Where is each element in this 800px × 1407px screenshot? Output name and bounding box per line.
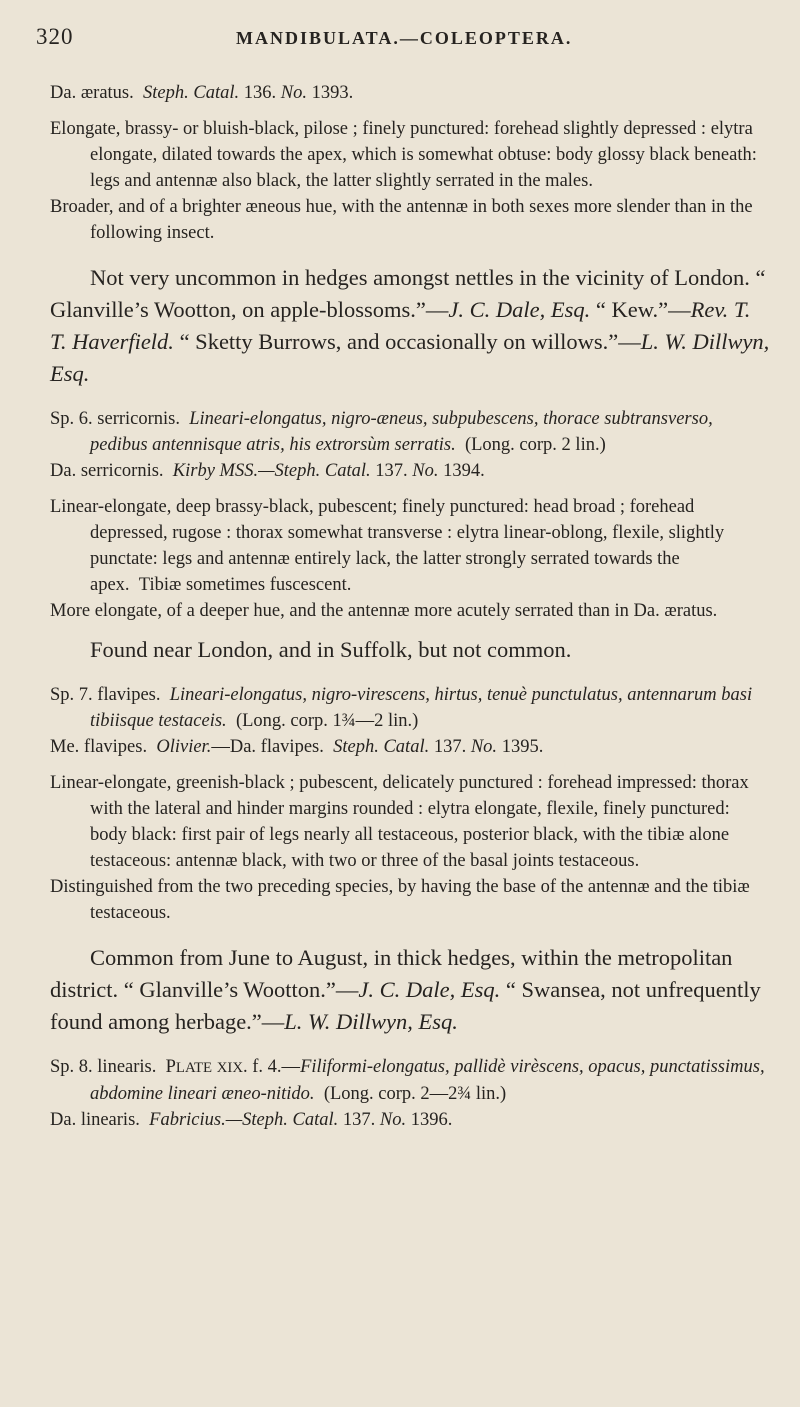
description-paragraph: Linear-elongate, deep brassy-black, pubescent; finely punctured: head broad ; forehead depressed, rugose : thorax somewhat transverse : elytra linear-oblong, flexile, slightly punctate: legs and antennæ entirely lack, the latter strongly serrated towards the apex. Tibiæ sometimes fuscescent. [50, 497, 725, 595]
species-heading: Sp. 8. linearis. PLATE XIX. f. 4.—Filiformi-elongatus, pallidè virèscens, opacus, punctatissimus, abdomine lineari æneo-nitido. (Long. corp. 2—2¾ lin.) [50, 1057, 765, 1104]
synonym-line: Da. linearis. Fabricius.—Steph. Catal. 137. No. 1396. [50, 1110, 453, 1130]
synonym-line: Da. æratus. Steph. Catal. 136. No. 1393. [50, 83, 354, 103]
synonym-line: Da. serricornis. Kirby MSS.—Steph. Catal. 137. No. 1394. [50, 461, 485, 481]
species-heading: Sp. 7. flavipes. Lineari-elongatus, nigro-virescens, hirtus, tenuè punctulatus, antennarum basi tibiisque testaceis. (Long. corp. 1¾—2 lin.) [50, 685, 753, 731]
description-paragraph: Distinguished from the two preceding species, by having the base of the antennæ and the tibiæ testaceous. [50, 877, 750, 923]
running-title: MANDIBULATA.—COLEOPTERA. [236, 28, 573, 48]
synonym-line: Me. flavipes. Olivier.—Da. flavipes. Steph. Catal. 137. No. 1395. [50, 737, 544, 757]
page-header [36, 24, 770, 54]
habitat-paragraph: Not very uncommon in hedges amongst nettles in the vicinity of London. “ Glanville’s Wootton, on apple-blossoms.”—J. C. Dale, Esq. “ Kew.”—Rev. T. T. Haverfield. “ Sketty Burrows, and occasionally on willows.”—L. W. Dillwyn, Esq. [50, 265, 770, 386]
description-paragraph: Broader, and of a brighter æneous hue, with the antennæ in both sexes more slender than in the following insect. [50, 197, 753, 243]
description-paragraph: More elongate, of a deeper hue, and the antennæ more acutely serrated than in Da. æratus. [50, 601, 718, 621]
page-number: 320 [36, 24, 74, 49]
species-heading: Sp. 6. serricornis. Lineari-elongatus, nigro-æneus, subpubescens, thorace subtransverso, pedibus antennisque atris, his extrorsùm serratis. (Long. corp. 2 lin.) [50, 409, 713, 455]
description-paragraph: Elongate, brassy- or bluish-black, pilose ; finely punctured: forehead slightly depressed : elytra elongate, dilated towards the apex, which is somewhat obtuse: body glossy black beneath: legs and antennæ also black, the latter slightly serrated in the males. [50, 119, 757, 191]
description-paragraph: Linear-elongate, greenish-black ; pubescent, delicately punctured : forehead impressed: thorax with the lateral and hinder margins rounded : elytra elongate, flexile, finely punctured: body black: first pair of legs nearly all testaceous, posterior black, with the tibiæ alone testaceous: antennæ black, with two or three of the basal joints testaceous. [50, 773, 749, 871]
habitat-paragraph: Found near London, and in Suffolk, but not common. [90, 637, 572, 662]
habitat-paragraph: Common from June to August, in thick hedges, within the metropolitan district. “ Glanville’s Wootton.”—J. C. Dale, Esq. “ Swansea, not unfrequently found among herbage.”—L. W. Dillwyn, Esq. [50, 945, 761, 1034]
page-content [50, 80, 770, 1133]
